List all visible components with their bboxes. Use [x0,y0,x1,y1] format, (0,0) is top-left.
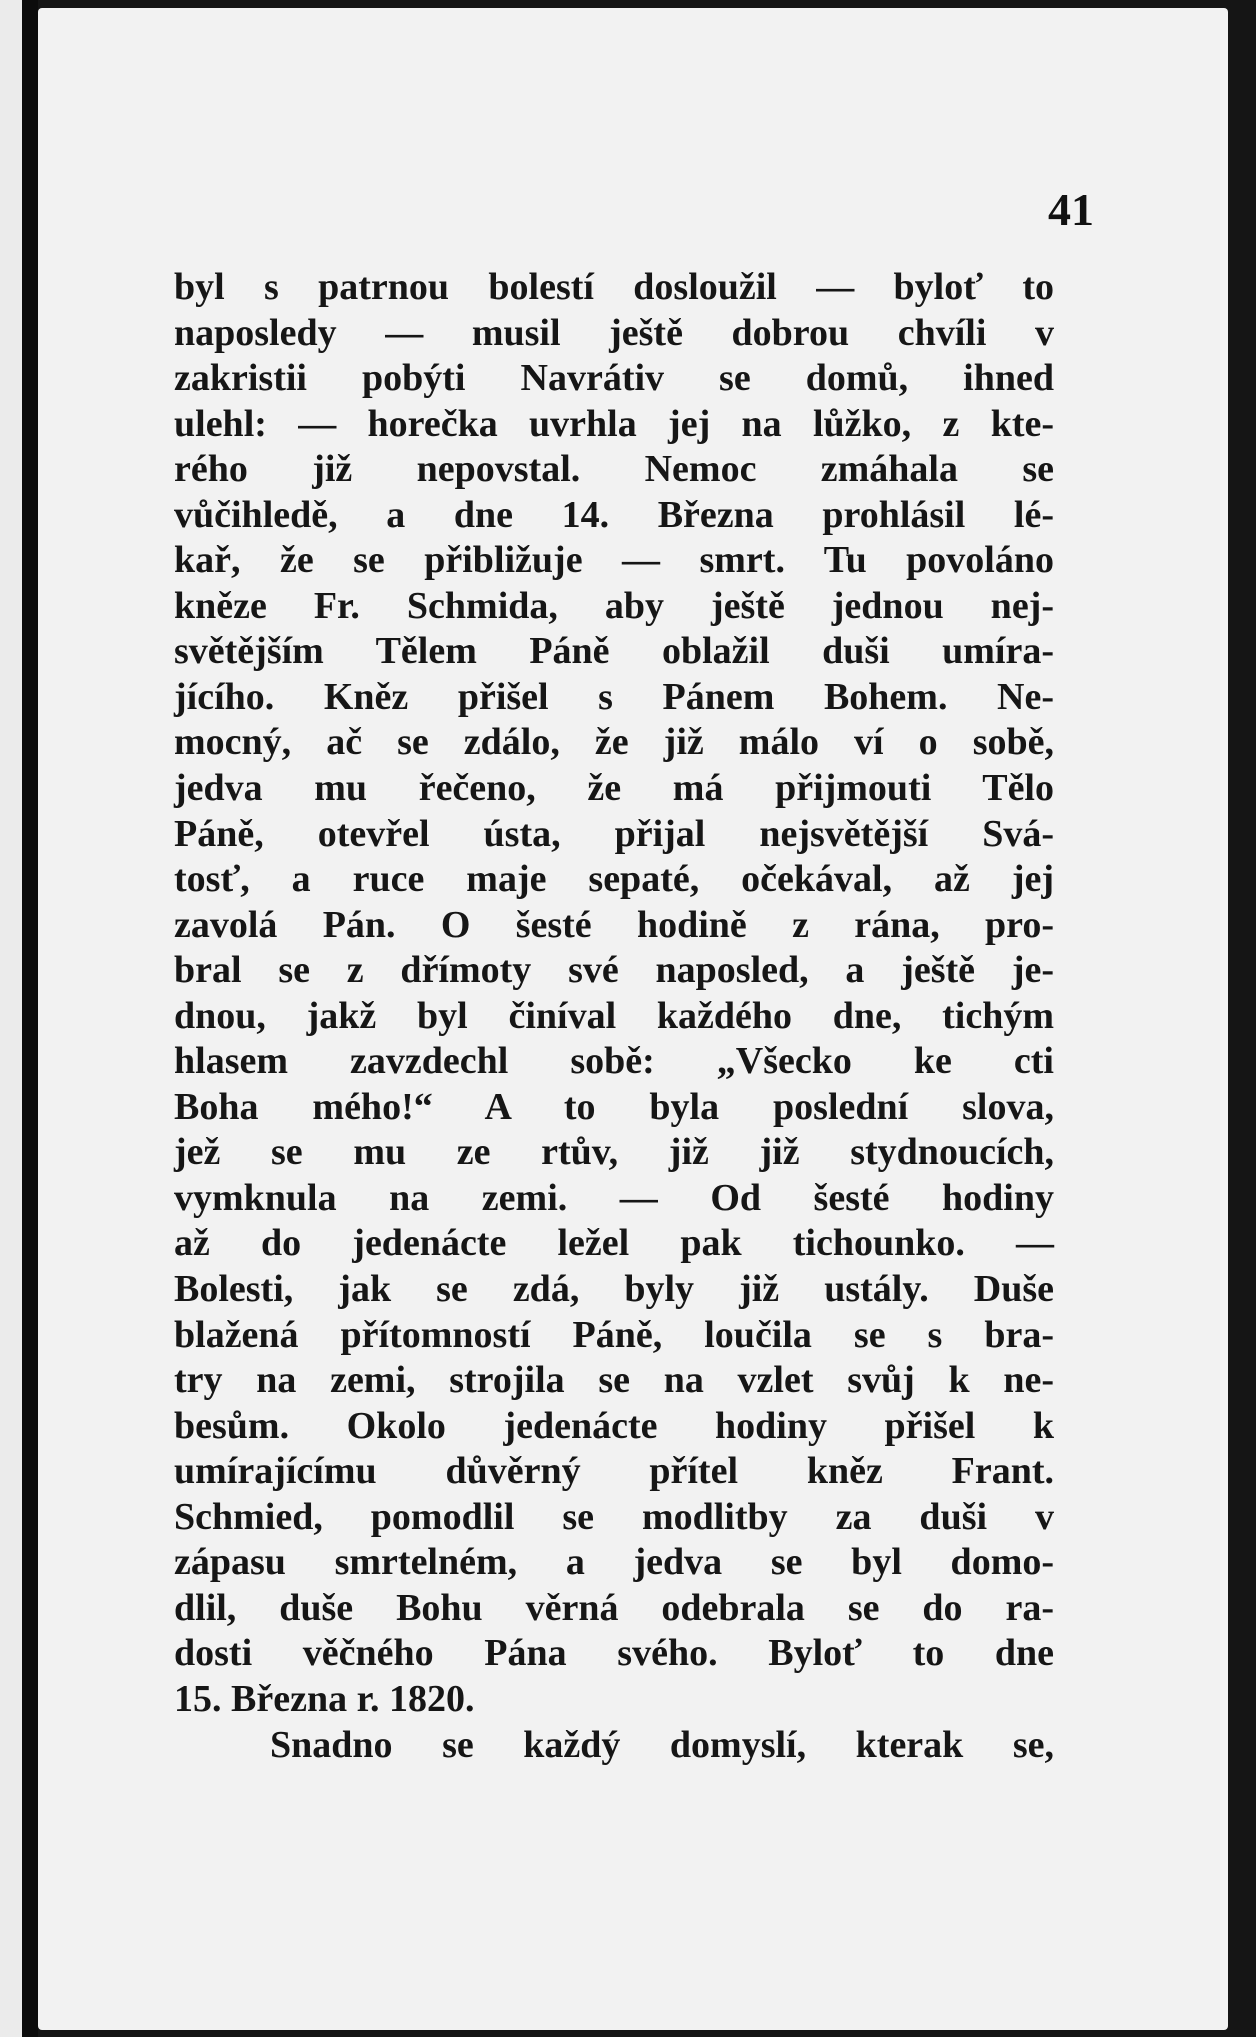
text-line: hlasem zavzdechl sobě: „Všecko ke cti [174,1040,1054,1083]
text-line: zavolá Pán. O šesté hodině z rána, pro- [174,903,1054,946]
text-line: umírajícímu důvěrný přítel kněz Frant. [174,1450,1054,1493]
text-line: zápasu smrtelném, a jedva se byl domo- [174,1541,1054,1584]
text-line: dlil, duše Bohu věrná odebrala se do ra- [174,1586,1054,1629]
text-line: kněze Fr. Schmida, aby ještě jednou nej- [174,584,1054,627]
text-line: dnou, jakž byl činíval každého dne, tichým [174,994,1054,1037]
text-line: Boha mého!“ A to byla poslední slova, [174,1085,1054,1128]
text-line: mocný, ač se zdálo, že již málo ví o sobě, [174,721,1054,764]
text-line: Páně, otevřel ústa, přijal nejsvětější Svá- [174,812,1054,855]
text-line: zakristii pobýti Navrátiv se domů, ihned [174,357,1054,400]
body-text [174,265,1054,1768]
text-line: Schmied, pomodlil se modlitby za duši v [174,1495,1054,1538]
text-line: kař, že se přibližuje — smrt. Tu povoláno [174,539,1054,582]
text-line: až do jedenácte ležel pak tichounko. — [174,1222,1054,1265]
text-line: Snadno se každý domyslí, kterak se, [270,1723,1054,1766]
text-line: světějším Tělem Páně oblažil duši umíra- [174,630,1054,673]
text-line: jícího. Kněz přišel s Pánem Bohem. Ne- [174,675,1054,718]
text-line: vymknula na zemi. — Od šesté hodiny [174,1176,1054,1219]
text-line: besům. Okolo jedenácte hodiny přišel k [174,1404,1054,1447]
text-line: ulehl: — horečka uvrhla jej na lůžko, z kte- [174,402,1054,445]
text-line: vůčihledě, a dne 14. Března prohlásil lé- [174,493,1054,536]
text-line: 15. Března r. 1820. [174,1677,475,1720]
book-gutter [22,0,38,2037]
text-line: tosť, a ruce maje sepaté, očekával, až jej [174,858,1054,901]
text-line: naposledy — musil ještě dobrou chvíli v [174,311,1054,354]
text-line: rého již nepovstal. Nemoc zmáhala se [174,448,1054,491]
text-line: jež se mu ze rtův, již již stydnoucích, [174,1131,1054,1174]
text-line: byl s patrnou bolestí dosloužil — byloť to [174,266,1054,308]
left-page-edge [0,0,22,2037]
text-line: try na zemi, strojila se na vzlet svůj k ne- [174,1359,1054,1402]
page-number: 41 [1048,184,1094,235]
text-line: dosti věčného Pána svého. Byloť to dne [174,1632,1054,1675]
text-line: jedva mu řečeno, že má přijmouti Tělo [174,767,1054,810]
text-line: bral se z dřímoty své naposled, a ještě je- [174,949,1054,992]
text-line: blažená přítomností Páně, loučila se s bra- [174,1313,1054,1356]
text-line: Bolesti, jak se zdá, byly již ustály. Duše [174,1268,1054,1311]
